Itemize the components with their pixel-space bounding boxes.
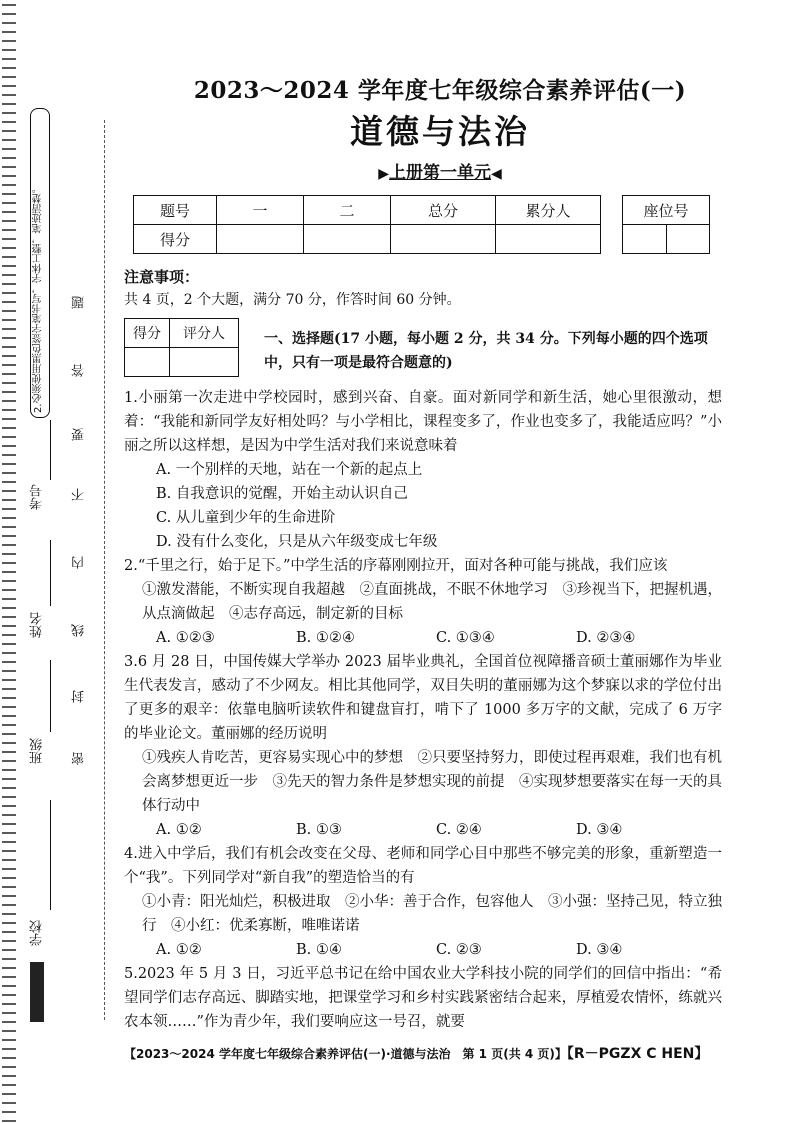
score-cell — [304, 225, 391, 254]
field-exam-number: 考号 — [30, 484, 45, 510]
field-name: 姓名 — [30, 612, 45, 638]
choice: A. ①②③ — [156, 630, 215, 646]
choice: D. ③④ — [576, 942, 623, 958]
score-cell — [496, 225, 601, 254]
score-table-col: 总分 — [391, 196, 496, 225]
choice: B. ①③ — [296, 822, 342, 838]
score-cell — [217, 225, 304, 254]
page-footer — [124, 1043, 724, 1063]
grader-table — [124, 318, 239, 377]
choice-row — [124, 938, 722, 962]
grader-score-label: 得分 — [125, 319, 170, 348]
field-exam-number-line — [50, 420, 51, 480]
unit-text: 上册第一单元 — [389, 163, 491, 183]
field-class-line — [50, 660, 51, 732]
choice: A. ①② — [156, 942, 202, 958]
question-2 — [124, 554, 722, 650]
question-3 — [124, 650, 722, 842]
triangle-left-icon: ◀ — [491, 166, 502, 182]
qr-code-icon — [30, 962, 44, 1022]
field-name-line — [50, 540, 51, 606]
question-items: ①激发潜能，不断实现自我超越 ②直面挑战，不眠不休地学习 ③珍视当下，把握机遇，从点滴做起 ④志存高远，制定新的目标 — [142, 582, 722, 622]
score-table-col: 一 — [217, 196, 304, 225]
choice: C. ②④ — [436, 822, 482, 838]
seal-char: 线 — [72, 624, 87, 637]
option: D. 没有什么变化，只是从六年级变成七年级 — [156, 534, 438, 550]
option: A. 一个别样的天地，站在一个新的起点上 — [156, 462, 423, 478]
question-stem: 1.小丽第一次走进中学校园时，感到兴奋、自豪。面对新同学和新生活，她心里很激动，想着：“我能和新同学友好相处吗？与小学相比，课程变多了，作业也变多了，我能适应吗？”小丽之所以这样想，是因为中学生活对我们来说意味着 — [124, 390, 722, 454]
binding-note: 2.必须使用黑色签字笔书写，字体工整，笔迹清楚。 — [30, 108, 50, 418]
choice: B. ①④ — [296, 942, 342, 958]
seat-table — [622, 195, 710, 254]
seal-char: 封 — [72, 690, 87, 703]
footer-text: 【2023～2024 学年度七年级综合素养评估(一)·道德与法治 第 1 页(共 4 页)】 — [124, 1047, 567, 1061]
question-stem: 5.2023 年 5 月 3 日，习近平总书记在给中国农业大学科技小院的同学们的回信中指出：“希望同学们志存高远、脚踏实地，把课堂学习和乡村实践紧密结合起来，厚植爱农情怀，练就兴农本领……”作为青少年，我们要响应这一号召，就要 — [124, 966, 722, 1030]
seal-dashed-line — [104, 120, 105, 1020]
seal-char: 答 — [72, 364, 87, 377]
seat-label: 座位号 — [623, 196, 710, 225]
choice-row — [124, 818, 722, 842]
seat-cell — [666, 225, 710, 254]
field-school-line — [50, 800, 51, 910]
choice: D. ②③④ — [576, 630, 636, 646]
choice-row — [124, 626, 722, 650]
question-stem: 4.进入中学后，我们有机会改变在父母、老师和同学心目中那些不够完美的形象，重新塑造一个“我”。下列同学对“新自我”的塑造恰当的有 — [124, 846, 722, 886]
score-table-header: 题号 — [134, 196, 217, 225]
section-heading: 一、选择题(17 小题，每小题 2 分，共 34 分。下列每小题的四个选项中，只有一项是最符合题意的) — [264, 331, 708, 371]
field-school: 学校 — [30, 920, 45, 946]
grader-cell — [125, 348, 170, 377]
footer-code: 【R－PGZX C HEN】 — [566, 1046, 709, 1062]
choice: C. ①③④ — [436, 630, 495, 646]
unit-label — [120, 158, 760, 183]
binding-margin — [0, 0, 112, 1123]
triangle-right-icon: ▶ — [378, 166, 389, 182]
score-table — [133, 195, 601, 254]
seal-char: 不 — [72, 488, 87, 501]
option: B. 自我意识的觉醒，开始主动认识自己 — [156, 486, 408, 502]
grader-name-label: 评分人 — [170, 319, 239, 348]
notice-text: 共 4 页，2 个大题，满分 70 分，作答时间 60 分钟。 — [124, 292, 461, 308]
subject-title: 道德与法治 — [350, 112, 530, 151]
question-stem: 3.6 月 28 日，中国传媒大学举办 2023 届毕业典礼，全国首位视障播音硕士董丽娜作为毕业生代表发言，感动了不少网友。相比其他同学，双目失明的董丽娜为这个梦寐以求的学位付出了更多的艰辛：依靠电脑听读软件和键盘盲打，啃下了 1000 多万字的文献，完成了 6 万字的毕业论文。董丽娜的经历说明 — [124, 654, 722, 742]
choice: C. ②③ — [436, 942, 482, 958]
binding-dots — [2, 0, 16, 1123]
seal-char: 内 — [72, 556, 87, 569]
score-table-col: 累分人 — [496, 196, 601, 225]
choice: D. ③④ — [576, 822, 623, 838]
score-table-header: 得分 — [134, 225, 217, 254]
score-cell — [391, 225, 496, 254]
choice: A. ①② — [156, 822, 202, 838]
seal-char: 密 — [72, 752, 87, 765]
question-1 — [124, 386, 722, 554]
seal-char: 题 — [72, 296, 87, 309]
exam-title: 2023～2024 学年度七年级综合素养评估(一) — [193, 77, 687, 104]
score-table-col: 二 — [304, 196, 391, 225]
question-5 — [124, 962, 722, 1034]
grader-cell — [170, 348, 239, 377]
question-items: ①残疾人肯吃苦，更容易实现心中的梦想 ②只要坚持努力，即使过程再艰难，我们也有机会离梦想更近一步 ③先天的智力条件是梦想实现的前提 ④实现梦想要落实在每一天的具体行动中 — [142, 750, 722, 814]
seat-cell — [623, 225, 667, 254]
notice-title: 注意事项： — [124, 268, 200, 286]
question-4 — [124, 842, 722, 962]
choice: B. ①②④ — [296, 630, 355, 646]
field-class: 班级 — [30, 738, 45, 764]
option: C. 从儿童到少年的生命进阶 — [156, 510, 336, 526]
question-stem: 2.“千里之行，始于足下。”中学生活的序幕刚刚拉开，面对各种可能与挑战，我们应该 — [124, 558, 668, 574]
seal-char: 要 — [72, 428, 87, 441]
question-items: ①小青：阳光灿烂，积极进取 ②小华：善于合作，包容他人 ③小强：坚持己见，特立独行 ④小红：优柔寡断，唯唯诺诺 — [142, 894, 722, 934]
